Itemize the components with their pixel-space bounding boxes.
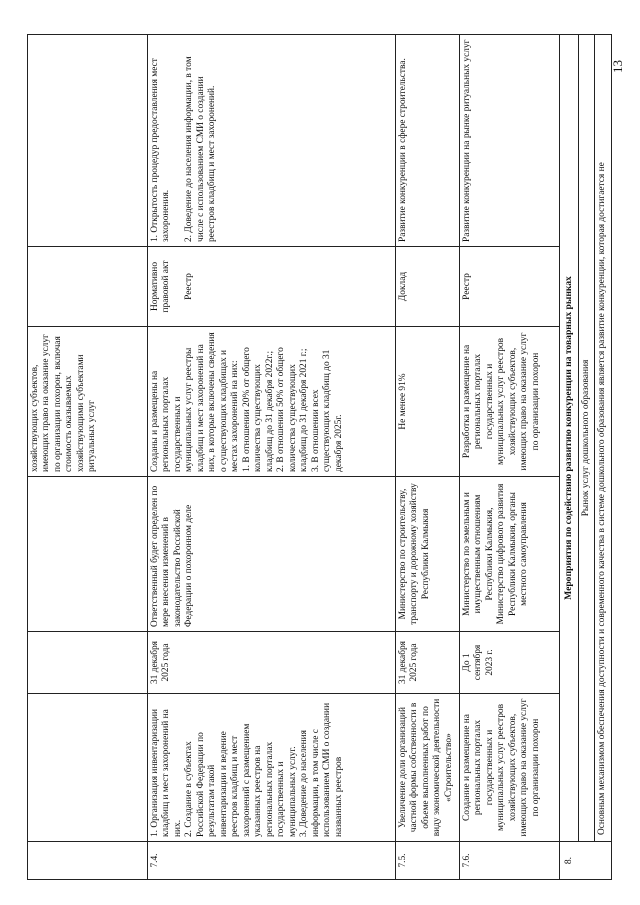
result-cell: Развитие конкуренции в сфере строительства. xyxy=(396,35,460,247)
document-cell xyxy=(28,247,148,327)
responsible-cell xyxy=(28,477,148,632)
section-title: Мероприятия по содействию развитию конкуренции на товарных рынках xyxy=(560,35,579,842)
indicator-cell: хозяйствующих субъектов, имеющих право на оказание услуг по организации похорон, включая стоимость оказываемых хозяйствующими субъектами ритуальных услуг xyxy=(28,327,148,477)
result-cell: 1. Открытость процедур предоставления мест захоронения. 2. Доведение до населения информации, в том числе с использованием СМИ о создании реестров кладбищ и мест захоронений. xyxy=(148,35,396,247)
table-row xyxy=(148,35,396,880)
result-cell: Развитие конкуренции на рынке ритуальных услуг xyxy=(460,35,560,247)
rotated-table-container xyxy=(27,35,608,880)
indicator-cell: Созданы и размещены на региональных порталах государственных и муниципальных услуг реестры кладбищ и мест захоронений на них, в которые включены сведения о существующих кладбищах и местах захоронений на них: 1. В отношении 20% от общего количества существующих кладбищ до 31 декабря 2022г.; 2. В отношении 50% от общего количества существующих кладбищ до 31 декабря 2021 г.; 3. В отношении всех существующих кладбищ до 31 декабря 2025г. xyxy=(148,327,396,477)
deadline-cell: 31 декабря 2025 года xyxy=(148,632,396,694)
intro-text: Основным механизмом обеспечения доступности и современного качества в системе дошкольного образования является развитие конкуренции, которая достигается не xyxy=(595,35,611,842)
measures-table xyxy=(27,34,612,880)
row-number: 7.4. xyxy=(148,842,396,880)
task-cell xyxy=(28,694,148,842)
responsible-cell: Министерство по строительству, транспорту и дорожному хозяйству Республики Калмыкия xyxy=(396,477,460,632)
indicator-cell: Разработка и размещение на региональных порталах государственных и муниципальных услуг реестров хозяйствующих субъектов, имеющих право на оказание услуг по организации похорон xyxy=(460,327,560,477)
row-number: 7.6. xyxy=(460,842,560,880)
page-number: 13 xyxy=(610,60,625,73)
row-number: 7.5. xyxy=(396,842,460,880)
task-cell: Увеличение доли организаций частной формы собственности в объеме выполненных работ по виду экономической деятельности «Строительство» xyxy=(396,694,460,842)
section-number: 8. xyxy=(560,842,612,880)
indicator-cell: Не менее 91% xyxy=(396,327,460,477)
result-cell xyxy=(28,35,148,247)
responsible-cell: Министерство по земельным и имущественным отношениям Республики Калмыкия, Министерство цифрового развития Республики Калмыкия, органы местного самоуправления xyxy=(460,477,560,632)
deadline-cell: 31 декабря 2025 года xyxy=(396,632,460,694)
task-cell: 1. Организация инвентаризации кладбищ и мест захоронений на них. 2. Создание в субъектах Российской Федерации по результатам такой инвентаризации и ведение реестров кладбищ и мест захоронений с размещением указанных реестров на региональных порталах государственных и муниципальных услуг. 3. Доведение до населения информации, в том числе с использованием СМИ о создании названных реестров xyxy=(148,694,396,842)
document-cell: Доклад xyxy=(396,247,460,327)
responsible-cell: Ответственный будет определен по мере внесения изменений в законодательство Российской Федерации о похоронном деле xyxy=(148,477,396,632)
deadline-cell xyxy=(28,632,148,694)
table-row xyxy=(28,35,148,880)
subsection-row xyxy=(578,35,594,880)
table-row xyxy=(460,35,560,880)
table-row xyxy=(396,35,460,880)
row-number xyxy=(28,842,148,880)
document-cell: Реестр xyxy=(460,247,560,327)
section-row xyxy=(560,35,579,880)
document-cell: Нормативно правовой акт Реестр xyxy=(148,247,396,327)
deadline-cell: До 1 сентября 2023 г. xyxy=(460,632,560,694)
intro-row xyxy=(595,35,611,880)
task-cell: Создание и размещение на региональных порталах государственных и муниципальных услуг реестров хозяйствующих субъектов, имеющих право на оказание услуг по организации похорон xyxy=(460,694,560,842)
subsection-title: Рынок услуг дошкольного образования xyxy=(578,35,594,842)
